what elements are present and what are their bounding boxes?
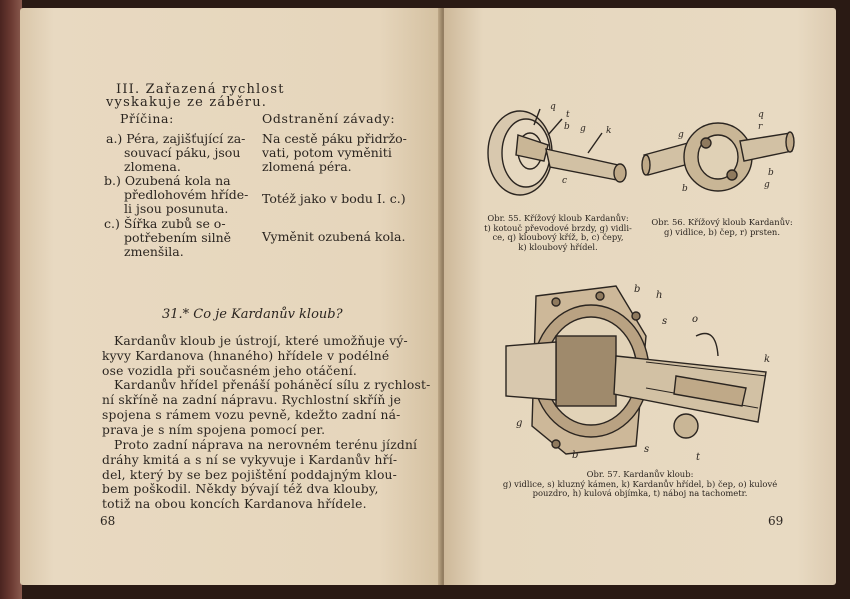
fig57-letter-t: t (696, 452, 701, 463)
fig56-caption-line-2: g) vidlice, b) čep, r) prsten. (664, 226, 780, 237)
body-line-5: ní skříně na zadní nápravu. Rychlostní skříň je (102, 393, 402, 407)
figure-57-drawing (496, 276, 796, 466)
fig57-letter-b-bottom: b (572, 450, 579, 461)
cause-a-line-1: a.) Péra, zajišťující za- (106, 131, 246, 146)
right-page-number: 69 (768, 514, 784, 528)
fig55-letter-q: q (550, 102, 556, 112)
remedy-a-line-1: Na cestě páku přidržo- (262, 131, 407, 146)
fig57-letter-k: k (764, 354, 771, 365)
body-line-1: Kardanův kloub je ústrojí, které umožňuje vý- (114, 334, 408, 348)
remedy-b: Totéž jako v bodu I. c.) (262, 191, 406, 206)
fig55-letter-c: c (562, 176, 568, 186)
remedy-a-line-3: zlomená péra. (262, 159, 352, 174)
cause-b-line-2: předlohovém hříde- (124, 187, 249, 202)
cause-c-line-1: c.) Šířka zubů se o- (104, 216, 226, 231)
fig57-letter-b-top: b (634, 284, 641, 295)
fig57-letter-s-bottom: s (644, 444, 650, 455)
cause-c-line-2: potřebením silně (124, 230, 232, 245)
cause-b-line-1: b.) Ozubená kola na (104, 173, 231, 188)
cause-b-line-3: li jsou posunuta. (124, 201, 229, 216)
body-line-4: Kardanův hřídel přenáší poháněcí sílu z rychlost- (114, 378, 431, 392)
body-line-2: kyvy Kardanova (hnaného) hřídele v podélné (102, 349, 390, 363)
remedy-c: Vyměnit ozubená kola. (262, 229, 406, 244)
fig55-letter-k: k (606, 126, 612, 136)
figure-55-caption (478, 214, 638, 252)
fig55-caption-line-4: k) kloubový hřídel. (518, 241, 598, 252)
fig55-caption-line-3: ce, q) kloubový kříž, b, c) čepy, (492, 232, 624, 242)
figure-55-drawing (478, 95, 638, 205)
fig55-caption-line-1: Obr. 55. Křížový kloub Kardanův: (487, 213, 629, 223)
figure-56-drawing (640, 95, 800, 205)
fig57-letter-s-top: s (662, 316, 668, 327)
fig56-letter-b-2: b (682, 184, 688, 194)
fig57-letter-o: o (692, 314, 699, 325)
left-page-number: 68 (100, 514, 116, 528)
body-line-12: totiž na obou koncích Kardanova hřídele. (102, 497, 367, 511)
figure-57-caption (490, 470, 790, 499)
fig57-caption-line-1: Obr. 57. Kardanův kloub: (586, 469, 694, 479)
remedy-label: Odstranění závady: (262, 111, 396, 126)
remedy-a-line-2: vati, potom vyměniti (262, 145, 392, 160)
fig57-caption-line-3: pouzdro, h) kulová objímka, t) náboj na tachometr. (532, 488, 748, 498)
question-title: 31.* Co je Kardanův kloub? (162, 307, 343, 322)
cause-a-line-3: zlomena. (124, 159, 181, 174)
fig56-letter-b-1: b (768, 168, 774, 178)
fig57-letter-h: h (656, 290, 663, 301)
book-cover-edge (0, 0, 22, 599)
figure-56-caption (642, 218, 802, 237)
body-line-9: dráhy kmitá a s ní se vykyvuje i Kardanův hří- (102, 453, 398, 467)
cause-label: Příčina: (120, 111, 174, 126)
cause-c-line-3: zmenšila. (124, 244, 184, 259)
body-line-3: ose vozidla při současném jeho otáčení. (102, 364, 357, 378)
fig56-caption-line-1: Obr. 56. Křížový kloub Kardanův: (651, 217, 793, 227)
section-heading-line-1: III. Zařazená rychlost (116, 82, 285, 97)
fig55-letter-g: g (580, 124, 586, 134)
fig57-letter-g: g (516, 418, 523, 429)
body-line-7: prava je s ním spojena pomocí per. (102, 423, 326, 437)
section-heading-line-2: vyskakuje ze záběru. (106, 95, 268, 110)
fig55-letter-b: b (564, 122, 570, 132)
fig56-letter-g-1: g (678, 130, 684, 140)
cause-a-line-2: souvací páku, jsou (124, 145, 241, 160)
body-line-6: spojena s rámem vozu pevně, kdežto zadní ná- (102, 408, 401, 422)
fig57-caption-line-2: g) vidlice, s) kluzný kámen, k) Kardanův hřídel, b) čep, o) kulové (502, 478, 778, 489)
fig56-letter-g-2: g (764, 180, 770, 190)
body-line-10: del, který by se bez pojištění poddajným klou- (102, 468, 398, 482)
body-line-11: bem poškodil. Někdy bývají též dva klouby, (102, 482, 379, 496)
body-line-8: Proto zadní náprava na nerovném terénu jízdní (114, 438, 418, 452)
fig56-letter-r: r (758, 122, 763, 132)
fig55-letter-t: t (566, 110, 570, 120)
fig55-caption-line-2: t) kotouč převodové brzdy, g) vidli- (484, 222, 632, 233)
fig56-letter-q: q (758, 110, 764, 120)
